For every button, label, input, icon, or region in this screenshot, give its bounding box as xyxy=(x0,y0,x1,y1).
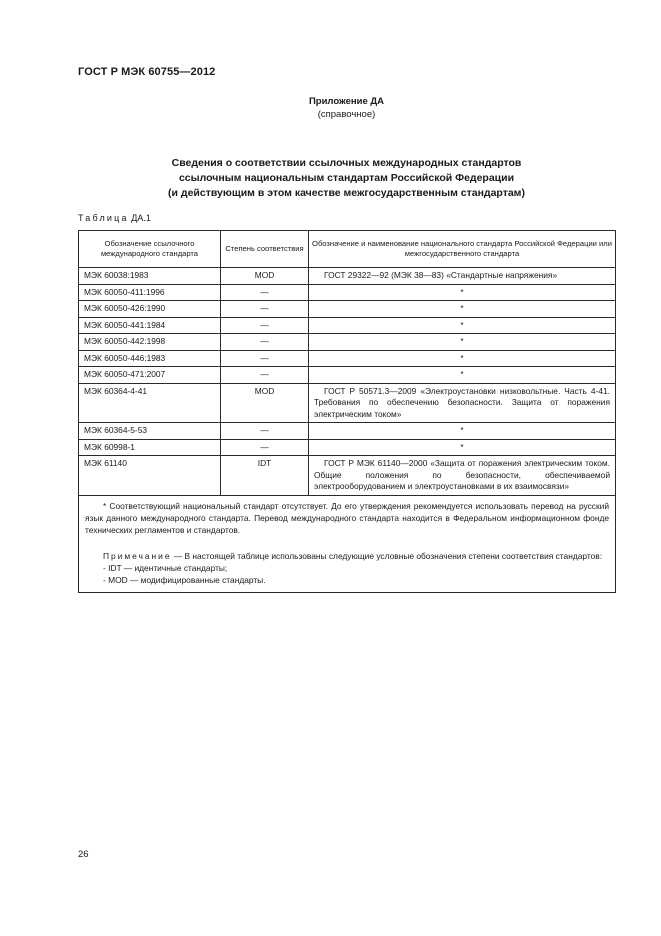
cell-national: * xyxy=(309,334,616,351)
cell-national: * xyxy=(309,367,616,384)
table-row xyxy=(79,350,616,367)
note-text: — В настоящей таблице использованы следующие условные обозначения степени соответствия стандартов: xyxy=(173,550,603,561)
annex-subtitle: (справочное) xyxy=(317,109,376,120)
table-row xyxy=(79,334,616,351)
cell-national: * xyxy=(309,301,616,318)
cell-international: МЭК 60364-5-53 xyxy=(79,423,221,440)
table-row xyxy=(79,367,616,384)
annex-heading xyxy=(0,95,661,121)
correspondence-table-wrapper xyxy=(78,230,615,593)
cell-international: МЭК 60050-441:1984 xyxy=(79,317,221,334)
table-row xyxy=(79,284,616,301)
cell-degree: IDT xyxy=(221,456,309,496)
table-caption xyxy=(78,213,151,223)
table-row xyxy=(79,301,616,318)
annex-title: Приложение ДА xyxy=(308,96,385,107)
page-number: 26 xyxy=(78,849,89,860)
table-header-row xyxy=(79,231,616,268)
table-row xyxy=(79,423,616,440)
cell-degree: — xyxy=(221,367,309,384)
cell-degree: — xyxy=(221,350,309,367)
table-row xyxy=(79,439,616,456)
document-title xyxy=(0,156,661,201)
header-international-standard: Обозначение ссылочного международного стандарта xyxy=(79,231,221,268)
cell-international: МЭК 60050-446:1983 xyxy=(79,350,221,367)
table-caption-word: Таблица xyxy=(78,213,129,223)
title-line-1: Сведения о соответствии ссылочных международных стандартов xyxy=(171,157,522,169)
cell-degree: MOD xyxy=(221,383,309,423)
table-row xyxy=(79,383,616,423)
cell-degree: MOD xyxy=(221,268,309,285)
cell-national: ГОСТ Р МЭК 61140—2000 «Защита от поражения электрическим током. Общие положения по безопасности, обеспечиваемой электрооборудованием и электроустановками в их взаимосвязи» xyxy=(309,456,616,496)
note-label: Примечание xyxy=(103,550,172,561)
cell-international: МЭК 60038:1983 xyxy=(79,268,221,285)
cell-international: МЭК 60050-471:2007 xyxy=(79,367,221,384)
header-national-standard: Обозначение и наименование национального стандарта Российской Федерации или межгосударственного стандарта xyxy=(309,231,616,268)
cell-national: * xyxy=(309,317,616,334)
table-notes-row xyxy=(79,495,616,592)
note-list-item-idt: - IDT — идентичные стандарты; xyxy=(103,562,228,573)
cell-international: МЭК 60050-442:1998 xyxy=(79,334,221,351)
note-paragraph xyxy=(85,550,609,562)
cell-degree: — xyxy=(221,301,309,318)
cell-degree: — xyxy=(221,284,309,301)
cell-international: МЭК 60998-1 xyxy=(79,439,221,456)
cell-international: МЭК 60364-4-41 xyxy=(79,383,221,423)
note-list-item-mod: - MOD — модифицированные стандарты. xyxy=(103,574,266,585)
table-row xyxy=(79,317,616,334)
cell-national: * xyxy=(309,439,616,456)
cell-national: * xyxy=(309,423,616,440)
table-notes-cell xyxy=(79,495,616,592)
cell-degree: — xyxy=(221,317,309,334)
document-code-header: ГОСТ Р МЭК 60755—2012 xyxy=(78,66,216,78)
cell-degree: — xyxy=(221,334,309,351)
cell-degree: — xyxy=(221,439,309,456)
table-row xyxy=(79,268,616,285)
cell-international: МЭК 61140 xyxy=(79,456,221,496)
cell-national: ГОСТ 29322—92 (МЭК 38—83) «Стандартные напряжения» xyxy=(309,268,616,285)
title-line-3: (и действующим в этом качестве межгосударственным стандартам) xyxy=(168,187,525,199)
title-line-2: ссылочным национальным стандартам Российской Федерации xyxy=(178,172,515,184)
table-row xyxy=(79,456,616,496)
cell-international: МЭК 60050-411:1996 xyxy=(79,284,221,301)
cell-national: * xyxy=(309,350,616,367)
cell-international: МЭК 60050-426:1990 xyxy=(79,301,221,318)
cell-national: ГОСТ Р 50571.3—2009 «Электроустановки низковольтные. Часть 4-41. Требования по обеспечению безопасности. Защита от поражения электрическим током» xyxy=(309,383,616,423)
table-caption-id: ДА.1 xyxy=(131,213,151,223)
footnote-text: * Соответствующий национальный стандарт отсутствует. До его утверждения рекомендуется использовать перевод на русский язык данного международного стандарта. Перевод международного стандарта находится в Федеральном информационном фонде технических регламентов и стандартов. xyxy=(85,500,609,535)
cell-degree: — xyxy=(221,423,309,440)
cell-national: * xyxy=(309,284,616,301)
correspondence-table xyxy=(78,230,616,593)
header-degree-of-correspondence: Степень соответствия xyxy=(221,231,309,268)
